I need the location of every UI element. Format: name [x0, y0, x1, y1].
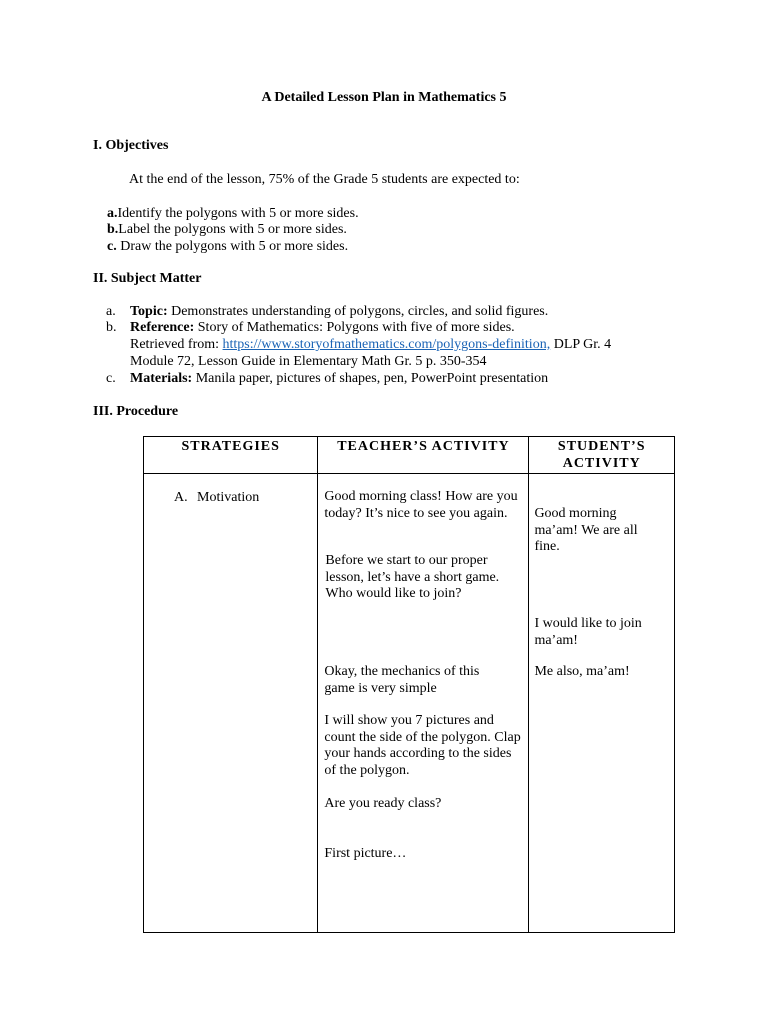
objective-text: Identify the polygons with 5 or more sides.	[117, 206, 359, 221]
teacher-paragraph: Are you ready class?	[324, 796, 442, 811]
list-marker: a.	[106, 304, 116, 319]
student-paragraph: Me also, ma’am!	[534, 664, 630, 679]
header-student-activity: STUDENT’S ACTIVITY	[529, 437, 675, 474]
teacher-paragraph: Good morning class! How are you today? It’s nice to see you again.	[324, 489, 518, 521]
objective-item-c	[107, 238, 348, 255]
list-marker: b.	[106, 320, 117, 335]
reference-label: Reference:	[130, 320, 195, 335]
header-teacher-activity: TEACHER’S ACTIVITY	[318, 437, 529, 474]
teacher-cell	[318, 474, 529, 933]
student-cell	[529, 474, 675, 933]
student-paragraph: I would like to join ma’am!	[534, 616, 642, 648]
list-marker: c.	[106, 371, 116, 386]
materials-text: Manila paper, pictures of shapes, pen, PowerPoint presentation	[192, 371, 549, 386]
objectives-intro: At the end of the lesson, 75% of the Grade 5 students are expected to:	[129, 172, 520, 187]
retrieved-suffix: DLP Gr. 4	[550, 337, 612, 352]
topic-line	[130, 303, 548, 320]
procedure-heading: III. Procedure	[93, 404, 179, 419]
page-title: A Detailed Lesson Plan in Mathematics 5	[261, 90, 507, 105]
teacher-paragraph: First picture…	[324, 846, 407, 861]
strategy-name: Motivation	[197, 490, 260, 505]
table-row	[144, 474, 675, 933]
topic-text: Demonstrates understanding of polygons, circles, and solid figures.	[167, 304, 549, 319]
teacher-paragraph: Before we start to our proper lesson, let’s have a short game. Who would like to join?	[325, 553, 500, 601]
objective-letter: b.	[107, 222, 119, 237]
materials-label: Materials:	[130, 371, 193, 386]
objective-letter: c.	[107, 239, 117, 254]
subject-matter-heading: II. Subject Matter	[93, 271, 202, 286]
header-strategies: STRATEGIES	[144, 437, 318, 474]
reference-line	[130, 319, 515, 336]
objective-text: Label the polygons with 5 or more sides.	[118, 222, 347, 237]
retrieved-prefix: Retrieved from:	[130, 337, 223, 352]
topic-label: Topic:	[130, 304, 168, 319]
teacher-paragraph: I will show you 7 pictures and count the side of the polygon. Clap your hands according to the sides of the polygon.	[324, 713, 521, 778]
table-header-row	[144, 437, 675, 474]
retrieved-line	[130, 336, 611, 353]
objective-item-b	[107, 221, 347, 238]
objective-text: Draw the polygons with 5 or more sides.	[116, 239, 349, 254]
teacher-paragraph: Okay, the mechanics of this game is very simple	[324, 664, 480, 696]
objective-item-a	[107, 205, 359, 222]
strategy-cell	[144, 474, 318, 933]
reference-link[interactable]: https://www.storyofmathematics.com/polygons-definition,	[222, 337, 551, 352]
objective-letter: a.	[107, 206, 118, 221]
procedure-table	[143, 436, 675, 933]
objectives-heading: I. Objectives	[93, 138, 169, 153]
materials-line	[130, 370, 548, 387]
strategy-letter: A.	[174, 490, 188, 505]
reference-line-3: Module 72, Lesson Guide in Elementary Math Gr. 5 p. 350-354	[130, 354, 487, 369]
student-paragraph: Good morning ma’am! We are all fine.	[534, 506, 638, 554]
reference-text: Story of Mathematics: Polygons with five of more sides.	[194, 320, 515, 335]
